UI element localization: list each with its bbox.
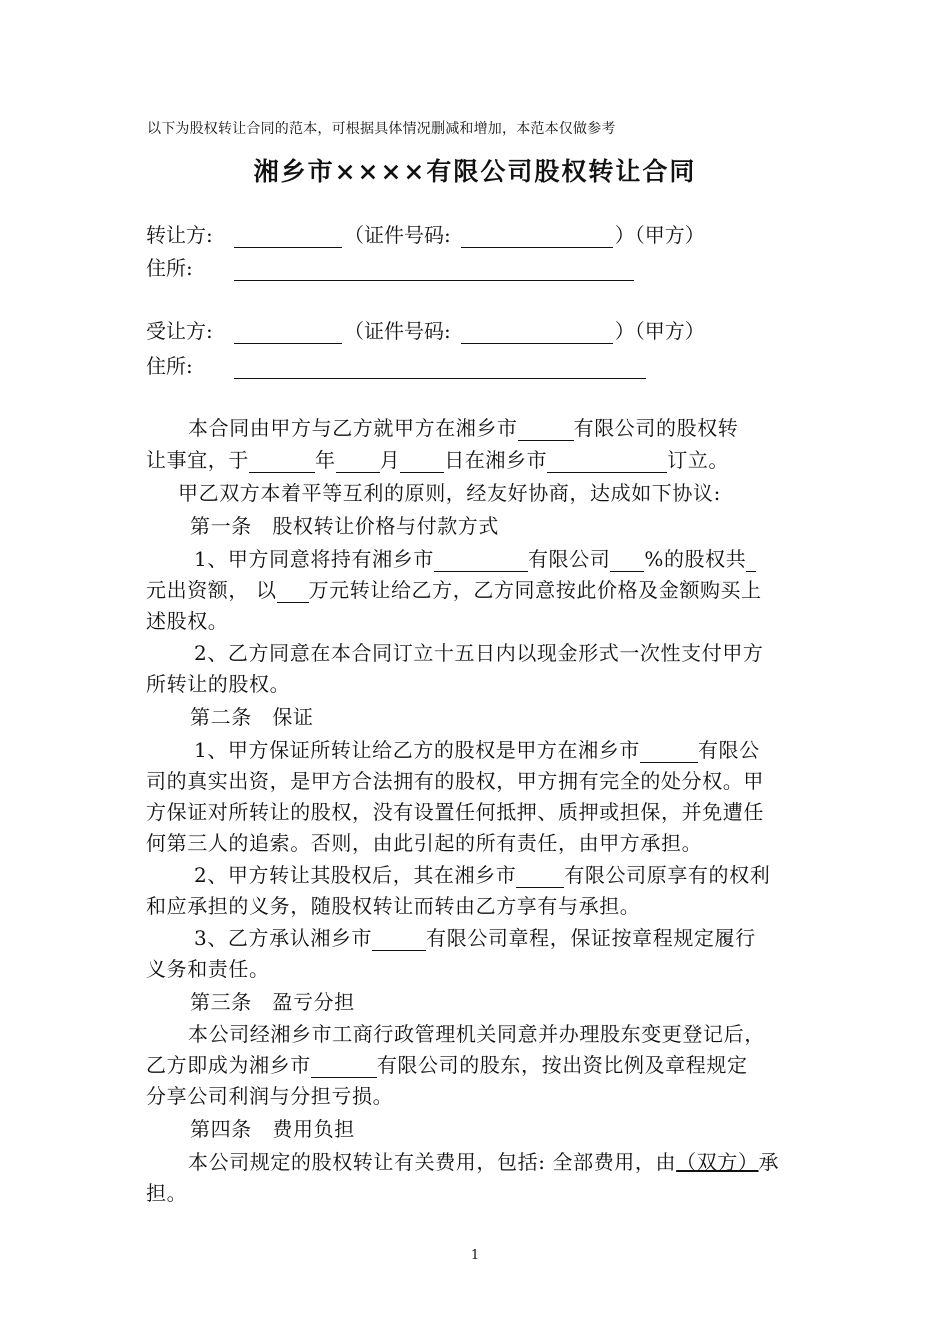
transferee-address-line bbox=[146, 350, 648, 379]
transferee-address-blank bbox=[234, 356, 646, 379]
transferee-id-open: （证件号码: bbox=[344, 319, 451, 343]
intro-text-2d: 日在湘乡市 bbox=[444, 448, 548, 472]
transferee-id-close: ）（甲方） bbox=[614, 319, 705, 343]
percent-blank bbox=[610, 549, 644, 572]
art1-p1a: 1、甲方同意将持有湘乡市 bbox=[194, 547, 434, 571]
article-1-p1-line-2 bbox=[146, 574, 762, 603]
year-blank bbox=[249, 450, 315, 473]
transferor-address-label: 住所: bbox=[146, 256, 193, 280]
month-blank bbox=[336, 450, 380, 473]
art2-p3b: 有限公司章程，保证按章程规定履行 bbox=[426, 926, 756, 950]
art1-p1e: 万元转让给乙方，乙方同意按此价格及金额购买上 bbox=[308, 578, 762, 602]
transferee-address-label: 住所: bbox=[146, 354, 193, 378]
intro-text-2e: 订立。 bbox=[667, 448, 730, 472]
transferee-id-blank bbox=[461, 321, 613, 344]
template-note: 以下为股权转让合同的范本，可根据具体情况删减和增加，本范本仅做参考 bbox=[147, 121, 616, 137]
article-2-p3-line-1 bbox=[194, 922, 756, 951]
transferor-id-open: （证件号码: bbox=[344, 223, 451, 247]
art1-p1c: %的股权共 bbox=[644, 547, 747, 571]
intro-text-2a: 让事宜，于 bbox=[146, 448, 249, 472]
art1-company-blank bbox=[434, 549, 528, 572]
transferor-id-close: ）（甲方） bbox=[614, 223, 705, 247]
intro-line-3: 甲乙双方本着平等互利的原则，经友好协商，达成如下协议: bbox=[178, 481, 721, 505]
article-1-heading: 第一条 股权转让价格与付款方式 bbox=[190, 514, 499, 538]
art2-p2b: 有限公司原享有的权利 bbox=[564, 863, 771, 887]
transferor-address-blank bbox=[234, 258, 634, 281]
article-4-p1-line-1 bbox=[188, 1146, 779, 1175]
company-blank bbox=[518, 418, 574, 441]
article-4-p1-line-2: 担。 bbox=[146, 1181, 188, 1205]
article-2-p2-line-2: 和应承担的义务，随股权转让而转由乙方享有与承担。 bbox=[146, 894, 641, 918]
transferor-label: 转让方: bbox=[146, 223, 213, 247]
intro-line-1 bbox=[188, 412, 738, 441]
art2-p3a: 3、乙方承认湘乡市 bbox=[194, 926, 373, 950]
article-2-p1-line-3: 方保证对所转让的股权，没有设置任何抵押、质押或担保，并免遭任 bbox=[146, 800, 764, 824]
art4-p1a: 本公司规定的股权转让有关费用，包括: 全部费用，由 bbox=[188, 1150, 677, 1174]
transferee-line bbox=[146, 315, 705, 344]
article-4-heading: 第四条 费用负担 bbox=[190, 1117, 355, 1141]
art2-p2a: 2、甲方转让其股权后，其在湘乡市 bbox=[194, 863, 517, 887]
transferor-id-blank bbox=[461, 225, 613, 248]
page-number: 1 bbox=[470, 1248, 480, 1263]
article-2-heading: 第二条 保证 bbox=[190, 705, 314, 729]
place-blank bbox=[547, 450, 667, 473]
art3-p1c: 有限公司的股东，按出资比例及章程规定 bbox=[376, 1053, 748, 1077]
art1-p1d: 元出资额， 以 bbox=[146, 578, 277, 602]
article-3-heading: 第三条 盈亏分担 bbox=[190, 990, 355, 1014]
art2-p2-company-blank bbox=[516, 865, 564, 888]
art4-p1c: 承 bbox=[758, 1150, 780, 1174]
art2-p1a: 1、甲方保证所转让给乙方的股权是甲方在湘乡市 bbox=[194, 738, 640, 762]
article-3-p1-line-3: 分享公司利润与分担亏损。 bbox=[146, 1084, 394, 1108]
intro-line-2 bbox=[146, 444, 729, 473]
price-blank bbox=[277, 580, 309, 603]
art2-p3-company-blank bbox=[372, 928, 426, 951]
art1-p1b: 有限公司 bbox=[527, 547, 611, 571]
article-1-p2-line-2: 所转让的股权。 bbox=[146, 672, 291, 696]
intro-text-1b: 有限公司的股权转 bbox=[573, 416, 739, 440]
transferee-label: 受让方: bbox=[146, 319, 213, 343]
article-3-p1-line-2 bbox=[146, 1049, 748, 1078]
amount-blank bbox=[746, 549, 756, 572]
cost-bearer-value: （双方） bbox=[676, 1150, 759, 1174]
transferor-line bbox=[146, 219, 705, 248]
contract-title: 湘乡市××××有限公司股权转让合同 bbox=[253, 157, 697, 186]
article-1-p2-line-1: 2、乙方同意在本合同订立十五日内以现金形式一次性支付甲方 bbox=[194, 641, 764, 665]
art2-company-blank bbox=[640, 740, 698, 763]
article-2-p3-line-2: 义务和责任。 bbox=[146, 957, 270, 981]
article-3-p1-line-1: 本公司经湘乡市工商行政管理机关同意并办理股东变更登记后， bbox=[188, 1022, 765, 1046]
intro-year-label: 年 bbox=[315, 448, 336, 472]
article-2-p1-line-2: 司的真实出资，是甲方合法拥有的股权，甲方拥有完全的处分权。甲 bbox=[146, 769, 764, 793]
article-1-p1-line-1 bbox=[194, 543, 756, 572]
article-1-p1-line-3: 述股权。 bbox=[146, 609, 229, 633]
article-2-p1-line-4: 何第三人的追索。否则，由此引起的所有责任，由甲方承担。 bbox=[146, 831, 703, 855]
art2-p1b: 有限公 bbox=[697, 738, 760, 762]
intro-month-label: 月 bbox=[379, 448, 401, 472]
intro-text-1a: 本合同由甲方与乙方就甲方在湘乡市 bbox=[188, 416, 518, 440]
day-blank bbox=[400, 450, 444, 473]
transferee-name-blank bbox=[234, 321, 342, 344]
transferor-name-blank bbox=[234, 225, 342, 248]
art3-p1b: 乙方即成为湘乡市 bbox=[146, 1053, 311, 1077]
article-2-p1-line-1 bbox=[194, 734, 760, 763]
article-2-p2-line-1 bbox=[194, 859, 770, 888]
art3-company-blank bbox=[311, 1055, 377, 1078]
transferor-address-line bbox=[146, 252, 636, 281]
